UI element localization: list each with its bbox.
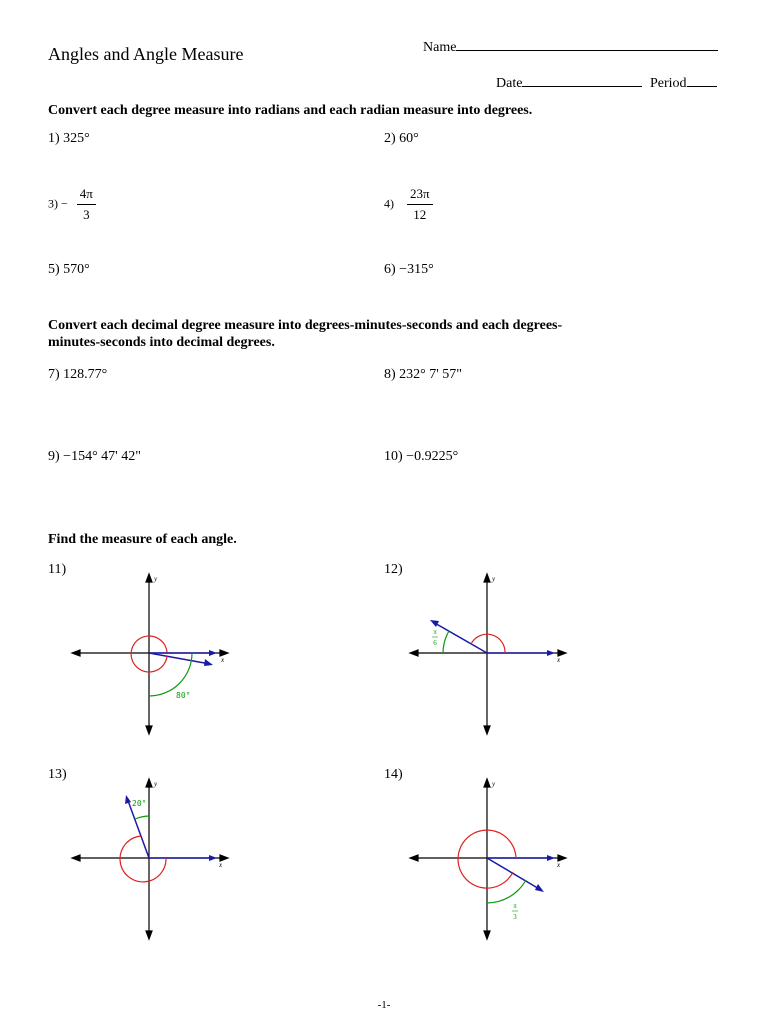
problem-12-number: 12) xyxy=(384,562,403,577)
angle-label-numerator: π xyxy=(513,902,517,910)
problem-2 xyxy=(384,131,419,147)
angle-graph-14 xyxy=(402,773,572,943)
problem-number: 5) xyxy=(48,262,60,277)
date-period-row xyxy=(496,72,717,92)
problem-8 xyxy=(384,367,462,383)
worksheet-title: Angles and Angle Measure xyxy=(48,44,244,64)
problem-value: 128.77° xyxy=(63,367,108,382)
y-axis-label: y xyxy=(154,575,158,583)
vector-arrowhead xyxy=(204,659,213,666)
angle-label: 20° xyxy=(132,799,147,808)
page-number: -1- xyxy=(377,999,391,1011)
name-blank[interactable] xyxy=(456,36,718,51)
problem-value: 570° xyxy=(63,262,90,277)
y-axis-arrow-down xyxy=(484,726,490,734)
problem-number: 4) xyxy=(384,196,394,211)
y-axis-arrow-up xyxy=(484,574,490,582)
problem-13-number: 13) xyxy=(48,767,67,782)
problem-7 xyxy=(48,367,107,383)
problem-1 xyxy=(48,131,90,147)
problem-6 xyxy=(384,262,434,278)
x-axis-arrow-left xyxy=(72,855,80,861)
vector-arrowhead xyxy=(125,795,131,804)
reference-angle-arc xyxy=(135,816,149,819)
problem-9 xyxy=(48,449,141,465)
fraction xyxy=(407,186,433,223)
x-axis-label: x xyxy=(557,861,561,869)
x-axis-arrow-left xyxy=(72,650,80,656)
fraction-numerator: 4π xyxy=(77,186,96,205)
fraction-denominator: 3 xyxy=(83,207,90,222)
angle-label-denominator: 6 xyxy=(433,639,437,647)
y-axis-arrow-down xyxy=(146,931,152,939)
fraction xyxy=(77,186,96,223)
period-blank[interactable] xyxy=(687,72,717,87)
problem-number: 10) xyxy=(384,449,403,464)
angle-graph-11 xyxy=(64,568,234,738)
reference-angle-arc xyxy=(487,880,526,903)
minus-sign: − xyxy=(61,196,68,211)
problem-number: 7) xyxy=(48,367,60,382)
y-axis-arrow-up xyxy=(146,574,152,582)
problem-4 xyxy=(384,186,433,223)
reference-angle-arc xyxy=(443,631,449,653)
name-label: Name xyxy=(423,40,457,55)
problem-11-number: 11) xyxy=(48,562,67,577)
fraction-denominator: 12 xyxy=(413,207,427,222)
y-axis-arrow-up xyxy=(146,779,152,787)
terminal-side-vector xyxy=(149,653,210,664)
angle-graph-13 xyxy=(64,773,234,943)
y-axis-arrow-down xyxy=(146,726,152,734)
problem-10 xyxy=(384,449,458,465)
problem-value: 232° 7' 57" xyxy=(399,367,463,382)
vector-arrowhead xyxy=(535,884,544,892)
angle-label-denominator: 3 xyxy=(513,913,517,921)
problem-value: −0.9225° xyxy=(406,449,459,464)
angle-label-numerator: π xyxy=(433,628,437,636)
y-axis-arrow-up xyxy=(484,779,490,787)
x-axis-arrow-left xyxy=(410,855,418,861)
problem-number: 3) xyxy=(48,196,58,211)
problem-number: 1) xyxy=(48,131,60,146)
problem-3 xyxy=(48,186,96,223)
angle-arc xyxy=(471,634,505,653)
date-label: Date xyxy=(496,76,523,91)
x-axis-arrow-left xyxy=(410,650,418,656)
y-axis-arrow-down xyxy=(484,931,490,939)
terminal-side-vector xyxy=(433,622,487,653)
problem-number: 9) xyxy=(48,449,60,464)
problem-value: 60° xyxy=(399,131,419,146)
problem-number: 2) xyxy=(384,131,396,146)
section-3-instructions: Find the measure of each angle. xyxy=(48,532,237,547)
date-blank[interactable] xyxy=(522,72,642,87)
vector-arrowhead xyxy=(209,855,217,861)
vector-arrowhead xyxy=(209,650,217,656)
problem-14-number: 14) xyxy=(384,767,403,782)
vector-arrowhead xyxy=(547,855,555,861)
y-axis-label: y xyxy=(492,780,496,788)
name-field[interactable] xyxy=(423,36,718,56)
section-1-instructions: Convert each degree measure into radians and each radian measure into degrees. xyxy=(48,103,533,118)
vector-arrowhead xyxy=(547,650,555,656)
angle-label: 80° xyxy=(176,691,191,700)
angle-graph-12 xyxy=(402,568,572,738)
problem-value: 325° xyxy=(63,131,90,146)
vector-arrowhead xyxy=(430,620,439,627)
problem-number: 6) xyxy=(384,262,396,277)
problem-number: 8) xyxy=(384,367,396,382)
x-axis-label: x xyxy=(557,656,561,664)
problem-value: −154° 47' 42" xyxy=(63,449,141,464)
problem-value: −315° xyxy=(399,262,434,277)
y-axis-label: y xyxy=(492,575,496,583)
y-axis-label: y xyxy=(154,780,158,788)
terminal-side-vector xyxy=(487,858,541,890)
x-axis-label: x xyxy=(221,656,225,664)
problem-5 xyxy=(48,262,90,278)
period-label: Period xyxy=(649,76,687,91)
fraction-numerator: 23π xyxy=(407,186,433,205)
section-2-instructions: Convert each decimal degree measure into degrees-minutes-seconds and each degrees-minutes-seconds into decimal degrees. xyxy=(48,318,563,350)
x-axis-label: x xyxy=(219,861,223,869)
